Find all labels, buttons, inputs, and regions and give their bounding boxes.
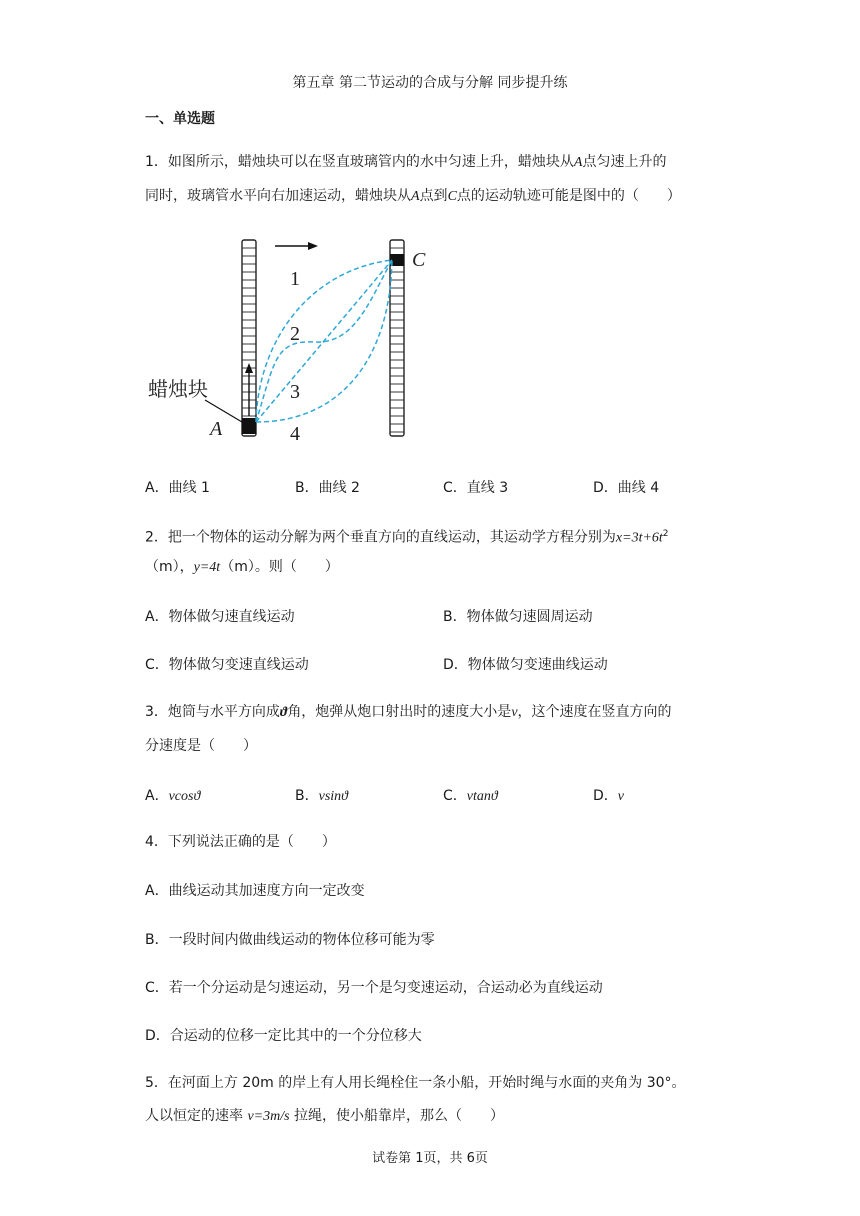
q4-option-b[interactable]: B．一段时间内做曲线运动的物体位移可能为零 [145, 932, 435, 948]
q3-option-prefix: A． [145, 788, 169, 804]
q3-option-c[interactable] [443, 785, 498, 805]
q3-text: 3．炮筒与水平方向成 [145, 704, 280, 720]
q4-option-c[interactable]: C．若一个分运动是匀速运动，另一个是匀变速运动，合运动必为直线运动 [145, 980, 603, 996]
q2-option-a[interactable]: A．物体做匀速直线运动 [145, 609, 295, 625]
q2-option-c[interactable]: C．物体做匀变速直线运动 [145, 657, 309, 673]
curve-label-1: 1 [290, 268, 300, 290]
question-5-line-1: 5．在河面上方 20m 的岸上有人用长绳栓住一条小船，开始时绳与水面的夹角为 30°。 [145, 1075, 686, 1091]
q1-option-c[interactable]: C．直线 3 [443, 480, 509, 496]
q1-option-d[interactable]: D．曲线 4 [593, 480, 660, 496]
q5-text: 拉绳，使小船靠岸，那么（ ） [289, 1108, 505, 1124]
q1-point-a: A [411, 189, 420, 204]
question-3-line-1 [145, 702, 672, 723]
q3-text: 角，炮弹从炮口射出时的速度大小是 [287, 704, 512, 720]
candle-label: 蜡烛块 [148, 377, 208, 401]
q3-option-d[interactable] [593, 785, 624, 805]
q3-option-expr: vcosϑ [168, 789, 201, 804]
question-3-line-2: 分速度是（ ） [145, 738, 257, 754]
q3-option-expr: vsinϑ [318, 789, 349, 804]
question-1-line-1 [145, 152, 666, 173]
q1-text: 点的运动轨迹可能是图中的（ ） [456, 188, 681, 204]
q3-option-expr: vtanϑ [466, 789, 498, 804]
right-arrow-icon [275, 242, 318, 250]
page-title: 第五章 第二节运动的合成与分解 同步提升练 [292, 75, 568, 91]
q4-option-a[interactable]: A．曲线运动其加速度方向一定改变 [145, 883, 365, 899]
q2-option-b[interactable]: B．物体做匀速圆周运动 [443, 609, 593, 625]
q3-option-prefix: D． [593, 788, 618, 804]
q3-option-b[interactable] [295, 785, 348, 805]
q3-option-expr: v [617, 789, 624, 804]
q5-equation-v: v=3m/s [247, 1109, 290, 1124]
candle-tube-figure [140, 230, 440, 445]
question-2-line-1 [145, 524, 669, 549]
q1-point-c: C [447, 189, 457, 204]
q2-equation-x: x=3t+6t [615, 530, 663, 546]
q1-point-a: A [573, 155, 583, 170]
q5-text: 人以恒定的速率 [145, 1108, 248, 1124]
q2-text: （m）， [145, 559, 194, 575]
q4-option-d[interactable]: D．合运动的位移一定比其中的一个分位移大 [145, 1028, 422, 1044]
q3-theta: ϑ [279, 705, 288, 720]
curve-label-2: 2 [290, 323, 300, 345]
candle-block [242, 418, 256, 434]
point-a-label: A [210, 418, 223, 440]
question-4-stem: 4．下列说法正确的是（ ） [145, 834, 336, 850]
point-c-label: C [412, 249, 426, 271]
page-footer: 试卷第 1页，共 6页 [372, 1151, 488, 1166]
section-heading: 一、单选题 [145, 111, 215, 127]
q1-text: 点到 [419, 188, 448, 204]
q2-text: （m）。则（ ） [220, 559, 339, 575]
q3-text: ，这个速度在竖直方向的 [517, 704, 672, 720]
q2-option-d[interactable]: D．物体做匀变速曲线运动 [443, 657, 608, 673]
curve-label-3: 3 [290, 381, 300, 403]
curve-label-4: 4 [290, 423, 300, 445]
q1-text: 同时，玻璃管水平向右加速运动，蜡烛块从 [145, 188, 411, 204]
q1-text: 点匀速上升的 [582, 154, 667, 170]
q3-option-prefix: C． [443, 788, 467, 804]
q3-option-a[interactable] [145, 785, 200, 805]
q3-v: v [511, 705, 518, 720]
question-5-line-2 [145, 1106, 504, 1127]
question-1-line-2 [145, 186, 681, 207]
q1-text: 1．如图所示，蜡烛块可以在竖直玻璃管内的水中匀速上升，蜡烛块从 [145, 154, 574, 170]
q2-exponent: 2 [662, 529, 669, 539]
q1-option-b[interactable]: B．曲线 2 [295, 480, 360, 496]
q2-equation-y: y=4t [193, 560, 221, 575]
q2-text: 2．把一个物体的运动分解为两个垂直方向的直线运动，其运动学方程分别为 [145, 529, 616, 546]
q1-option-a[interactable]: A．曲线 1 [145, 480, 210, 496]
q3-option-prefix: B． [295, 788, 319, 804]
question-2-line-2 [145, 557, 339, 578]
